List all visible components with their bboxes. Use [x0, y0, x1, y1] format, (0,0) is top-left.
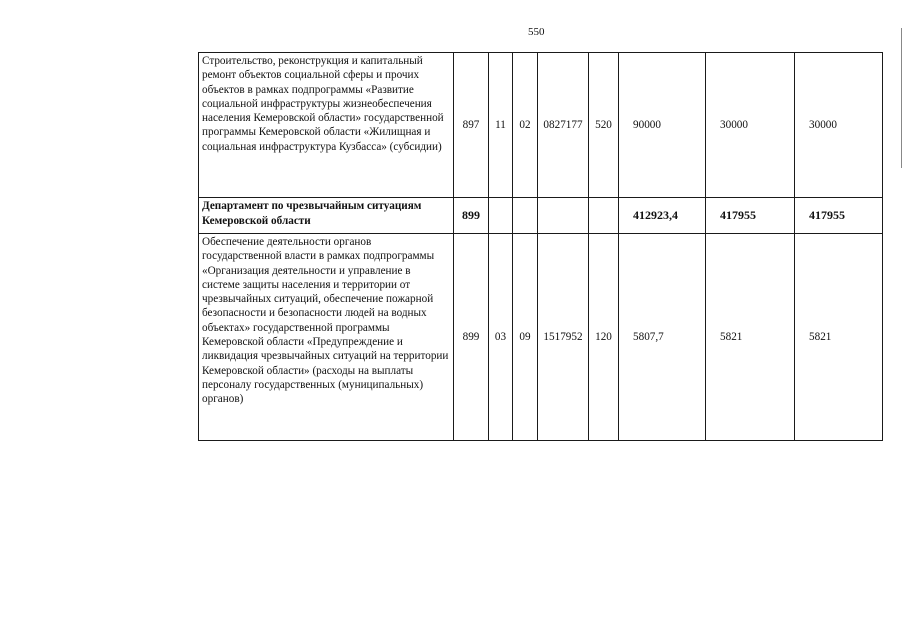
section-code	[489, 198, 513, 234]
row-description: Департамент по чрезвычайным ситуациям Кемеровской области	[199, 198, 454, 234]
table-row	[199, 53, 883, 198]
amount-year-3: 5821	[795, 234, 883, 441]
expense-type-code: 520	[589, 53, 619, 198]
row-description: Строительство, реконструкция и капитальный ремонт объектов социальной сферы и прочих объектов в рамках подпрограммы «Развитие социальной инфраструктуры жизнеобеспечения населения Кемеровской области» государственной программы Кемеровской области «Жилищная и социальная инфраструктура Кузбасса» (субсидии)	[199, 53, 454, 198]
page-number: 550	[528, 26, 545, 38]
ministry-code: 899	[454, 198, 489, 234]
target-article-code	[538, 198, 589, 234]
budget-table	[198, 52, 883, 441]
section-code: 11	[489, 53, 513, 198]
amount-year-1: 412923,4	[619, 198, 706, 234]
amount-year-1: 90000	[619, 53, 706, 198]
row-description: Обеспечение деятельности органов государственной власти в рамках подпрограммы «Организация деятельности и управление в системе защиты населения и территории от чрезвычайных ситуаций, обеспечение пожарной безопасности и безопасности людей на водных объектах» государственной программы Кемеровской области «Предупреждение и ликвидация чрезвычайных ситуаций на территории Кемеровской области» (расходы на выплаты персоналу государственных (муниципальных) органов)	[199, 234, 454, 441]
amount-year-2: 30000	[706, 53, 795, 198]
expense-type-code	[589, 198, 619, 234]
amount-year-1: 5807,7	[619, 234, 706, 441]
subsection-code: 02	[513, 53, 538, 198]
amount-year-2: 5821	[706, 234, 795, 441]
table-row	[199, 234, 883, 441]
amount-year-3: 30000	[795, 53, 883, 198]
amount-year-3: 417955	[795, 198, 883, 234]
subsection-code	[513, 198, 538, 234]
scan-margin-line	[901, 28, 902, 168]
subsection-code: 09	[513, 234, 538, 441]
section-code: 03	[489, 234, 513, 441]
target-article-code: 1517952	[538, 234, 589, 441]
ministry-code: 897	[454, 53, 489, 198]
expense-type-code: 120	[589, 234, 619, 441]
ministry-code: 899	[454, 234, 489, 441]
table-row	[199, 198, 883, 234]
target-article-code: 0827177	[538, 53, 589, 198]
amount-year-2: 417955	[706, 198, 795, 234]
